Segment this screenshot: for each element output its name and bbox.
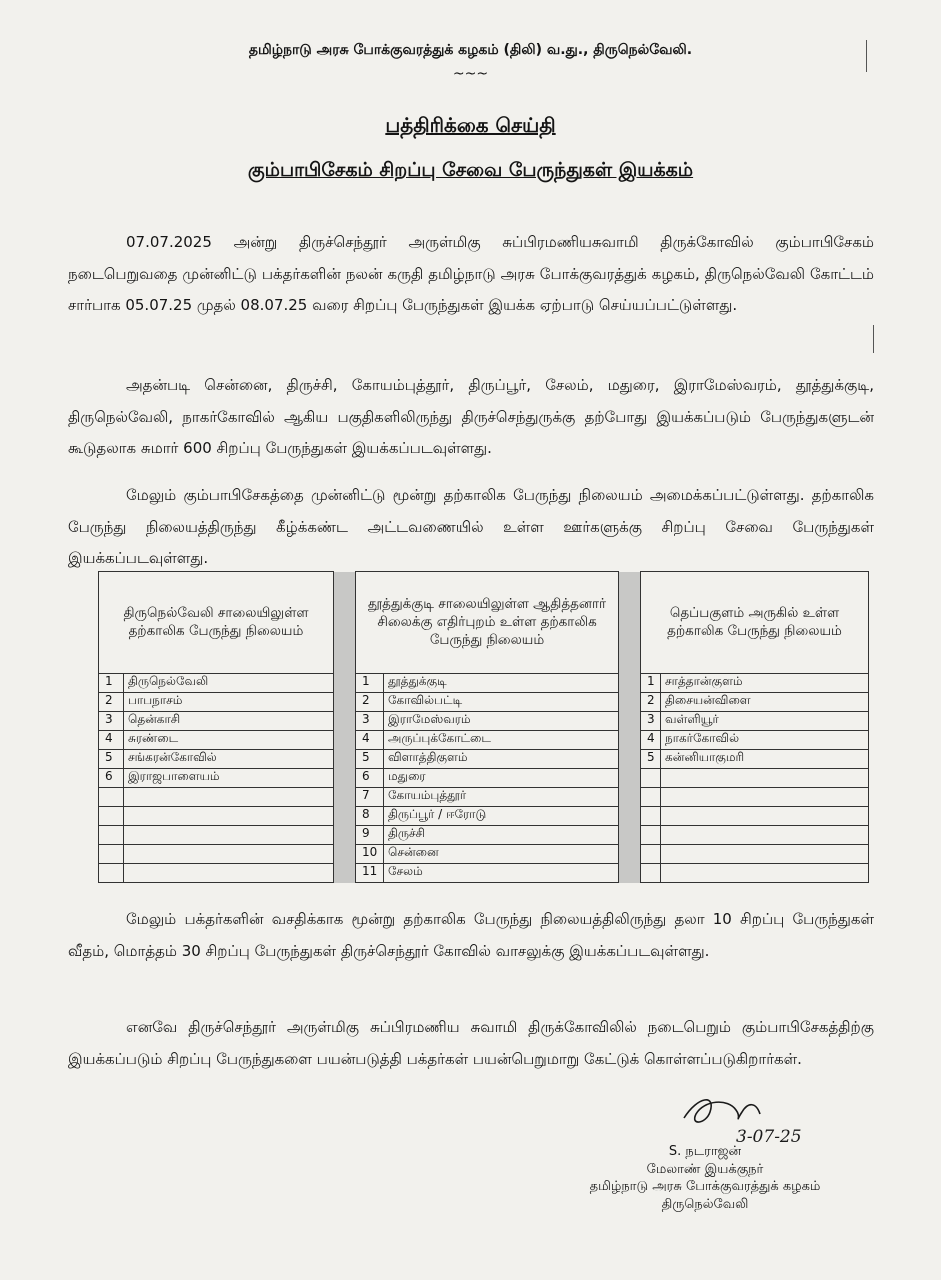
page-subtitle: கும்பாபிசேகம் சிறப்பு சேவை பேருந்துகள் இயக்கம் bbox=[247, 159, 694, 181]
row-number: 7 bbox=[356, 787, 384, 806]
row-number bbox=[99, 844, 124, 863]
header-organization: தமிழ்நாடு அரசு போக்குவரத்துக் கழகம் (திலி) வ.து., திருநெல்வேலி. bbox=[248, 42, 693, 58]
table-row bbox=[99, 825, 869, 844]
row-number: 2 bbox=[356, 692, 384, 711]
place-name: பாபநாசம் bbox=[124, 692, 334, 711]
paragraph-1: 07.07.2025 அன்று திருச்செந்தூர் அருள்மிகு சுப்பிரமணியசுவாமி திருக்கோவில் கும்பாபிசேகம் நடைபெறுவதை முன்னிட்டு பக்தர்களின் நலன் கருதி தமிழ்நாடு அரசு போக்குவரத்துக் கழகம், திருநெல்வேலி கோட்டம் சார்பாக 05.07.25 முதல் 08.07.25 வரை சிறப்பு பேருந்துகள் இயக்க ஏற்பாடு செய்யப்பட்டுள்ளது. bbox=[68, 233, 874, 314]
row-number: 4 bbox=[99, 730, 124, 749]
column-divider bbox=[619, 572, 641, 674]
column-divider bbox=[619, 749, 641, 768]
row-number: 5 bbox=[356, 749, 384, 768]
column-divider bbox=[619, 730, 641, 749]
row-number bbox=[641, 863, 661, 882]
row-number: 3 bbox=[99, 711, 124, 730]
column-divider bbox=[334, 711, 356, 730]
table-header-row bbox=[99, 572, 869, 674]
margin-mark bbox=[873, 325, 874, 353]
column-divider bbox=[334, 787, 356, 806]
column-divider bbox=[619, 711, 641, 730]
place-name: சேலம் bbox=[384, 863, 619, 882]
column-header: தூத்துக்குடி சாலையிலுள்ள ஆதித்தனார் சிலைக்கு எதிர்புறம் உள்ள தற்காலிக பேருந்து நிலையம் bbox=[356, 572, 619, 674]
place-name: சென்னை bbox=[384, 844, 619, 863]
row-number: 4 bbox=[641, 730, 661, 749]
row-number: 3 bbox=[356, 711, 384, 730]
table-row bbox=[99, 844, 869, 863]
column-divider bbox=[334, 673, 356, 692]
place-name: திருச்சி bbox=[384, 825, 619, 844]
column-divider bbox=[334, 768, 356, 787]
place-name bbox=[124, 863, 334, 882]
row-number: 6 bbox=[356, 768, 384, 787]
row-number: 5 bbox=[641, 749, 661, 768]
place-name: மதுரை bbox=[384, 768, 619, 787]
row-number bbox=[641, 787, 661, 806]
signature-block bbox=[580, 1143, 830, 1213]
place-name: இராஜபாளையம் bbox=[124, 768, 334, 787]
signatory-designation: மேலாண் இயக்குநர் bbox=[646, 1161, 764, 1177]
place-name bbox=[124, 844, 334, 863]
column-divider bbox=[334, 730, 356, 749]
place-name: நாகர்கோவில் bbox=[661, 730, 869, 749]
place-name: வள்ளியூர் bbox=[661, 711, 869, 730]
row-number bbox=[99, 825, 124, 844]
row-number: 1 bbox=[356, 673, 384, 692]
place-name bbox=[124, 806, 334, 825]
place-name: சாத்தான்குளம் bbox=[661, 673, 869, 692]
table-row bbox=[99, 711, 869, 730]
table-row bbox=[99, 806, 869, 825]
place-name: கோயம்புத்தூர் bbox=[384, 787, 619, 806]
place-name: இராமேஸ்வரம் bbox=[384, 711, 619, 730]
place-name: திசையன்விளை bbox=[661, 692, 869, 711]
row-number: 1 bbox=[641, 673, 661, 692]
place-name bbox=[661, 825, 869, 844]
column-divider bbox=[619, 673, 641, 692]
column-divider bbox=[334, 806, 356, 825]
bus-stand-table bbox=[98, 571, 869, 883]
table-row bbox=[99, 768, 869, 787]
column-divider bbox=[619, 768, 641, 787]
column-header: திருநெல்வேலி சாலையிலுள்ள தற்காலிக பேருந்து நிலையம் bbox=[99, 572, 334, 674]
table-row bbox=[99, 673, 869, 692]
row-number bbox=[641, 844, 661, 863]
column-divider bbox=[619, 806, 641, 825]
place-name: கன்னியாகுமரி bbox=[661, 749, 869, 768]
row-number: 4 bbox=[356, 730, 384, 749]
signature-date: 3-07-25 bbox=[736, 1127, 802, 1146]
column-divider bbox=[619, 825, 641, 844]
row-number bbox=[641, 768, 661, 787]
margin-mark bbox=[866, 40, 867, 72]
paragraph-3: மேலும் கும்பாபிசேகத்தை முன்னிட்டு மூன்று தற்காலிக பேருந்து நிலையம் அமைக்கப்பட்டுள்ளது. தற்காலிக பேருந்து நிலையத்திருந்து கீழ்க்கண்ட அட்டவணையில் உள்ள ஊர்களுக்கு சிறப்பு சேவை பேருந்துகள் இயக்கப்படவுள்ளது. bbox=[68, 486, 874, 567]
table-row bbox=[99, 692, 869, 711]
place-name bbox=[661, 787, 869, 806]
row-number: 5 bbox=[99, 749, 124, 768]
place-name bbox=[661, 844, 869, 863]
header-separator: ~~~ bbox=[452, 66, 489, 82]
paragraph-4: மேலும் பக்தர்களின் வசதிக்காக மூன்று தற்காலிக பேருந்து நிலையத்திலிருந்து தலா 10 சிறப்பு பேருந்துகள் வீதம், மொத்தம் 30 சிறப்பு பேருந்துகள் திருச்செந்தூர் கோவில் வாசலுக்கு இயக்கப்படவுள்ளது. bbox=[68, 910, 874, 960]
table-row bbox=[99, 749, 869, 768]
column-divider bbox=[334, 692, 356, 711]
table-row bbox=[99, 787, 869, 806]
place-name: சுரண்டை bbox=[124, 730, 334, 749]
signatory-organization: தமிழ்நாடு அரசு போக்குவரத்துக் கழகம் bbox=[589, 1179, 821, 1194]
row-number: 2 bbox=[641, 692, 661, 711]
signatory-name: S. நடராஜன் bbox=[668, 1144, 742, 1159]
column-divider bbox=[334, 572, 356, 674]
place-name bbox=[124, 825, 334, 844]
row-number: 8 bbox=[356, 806, 384, 825]
row-number bbox=[99, 806, 124, 825]
column-header: தெப்பகுளம் அருகில் உள்ள தற்காலிக பேருந்து நிலையம் bbox=[641, 572, 869, 674]
column-divider bbox=[334, 825, 356, 844]
column-divider bbox=[619, 692, 641, 711]
row-number bbox=[641, 825, 661, 844]
place-name bbox=[661, 863, 869, 882]
column-divider bbox=[334, 844, 356, 863]
column-divider bbox=[619, 787, 641, 806]
place-name: அருப்புக்கோட்டை bbox=[384, 730, 619, 749]
place-name bbox=[661, 768, 869, 787]
place-name: விளாத்திகுளம் bbox=[384, 749, 619, 768]
row-number bbox=[99, 787, 124, 806]
place-name: கோவில்பட்டி bbox=[384, 692, 619, 711]
row-number bbox=[641, 806, 661, 825]
place-name: தென்காசி bbox=[124, 711, 334, 730]
column-divider bbox=[619, 844, 641, 863]
row-number: 1 bbox=[99, 673, 124, 692]
handwritten-signature bbox=[676, 1088, 836, 1146]
column-divider bbox=[619, 863, 641, 882]
paragraph-2: அதன்படி சென்னை, திருச்சி, கோயம்புத்தூர், திருப்பூர், சேலம், மதுரை, இராமேஸ்வரம், தூத்துக்குடி, திருநெல்வேலி, நாகர்கோவில் ஆகிய பகுதிகளிலிருந்து திருச்செந்துருக்கு தற்போது இயக்கப்படும் பேருந்துகளுடன் கூடுதலாக சுமார் 600 சிறப்பு பேருந்துகள் இயக்கப்படவுள்ளது. bbox=[68, 376, 874, 457]
row-number: 2 bbox=[99, 692, 124, 711]
column-divider bbox=[334, 749, 356, 768]
table-row bbox=[99, 730, 869, 749]
place-name: தூத்துக்குடி bbox=[384, 673, 619, 692]
row-number: 11 bbox=[356, 863, 384, 882]
column-divider bbox=[334, 863, 356, 882]
place-name bbox=[124, 787, 334, 806]
page-title: பத்திரிக்கை செய்தி bbox=[385, 113, 556, 137]
row-number: 10 bbox=[356, 844, 384, 863]
paragraph-5: எனவே திருச்செந்தூர் அருள்மிகு சுப்பிரமணிய சுவாமி திருக்கோவிலில் நடைபெறும் கும்பாபிசேகத்திற்கு இயக்கப்படும் சிறப்பு பேருந்துகளை பயன்படுத்தி பக்தர்கள் பயன்பெறுமாறு கேட்டுக் கொள்ளப்படுகிறார்கள். bbox=[68, 1018, 874, 1068]
place-name: திருநெல்வேலி bbox=[124, 673, 334, 692]
place-name bbox=[661, 806, 869, 825]
table-row bbox=[99, 863, 869, 882]
row-number bbox=[99, 863, 124, 882]
row-number: 9 bbox=[356, 825, 384, 844]
place-name: சங்கரன்கோவில் bbox=[124, 749, 334, 768]
row-number: 3 bbox=[641, 711, 661, 730]
signatory-place: திருநெல்வேலி bbox=[661, 1196, 749, 1212]
row-number: 6 bbox=[99, 768, 124, 787]
place-name: திருப்பூர் / ஈரோடு bbox=[384, 806, 619, 825]
